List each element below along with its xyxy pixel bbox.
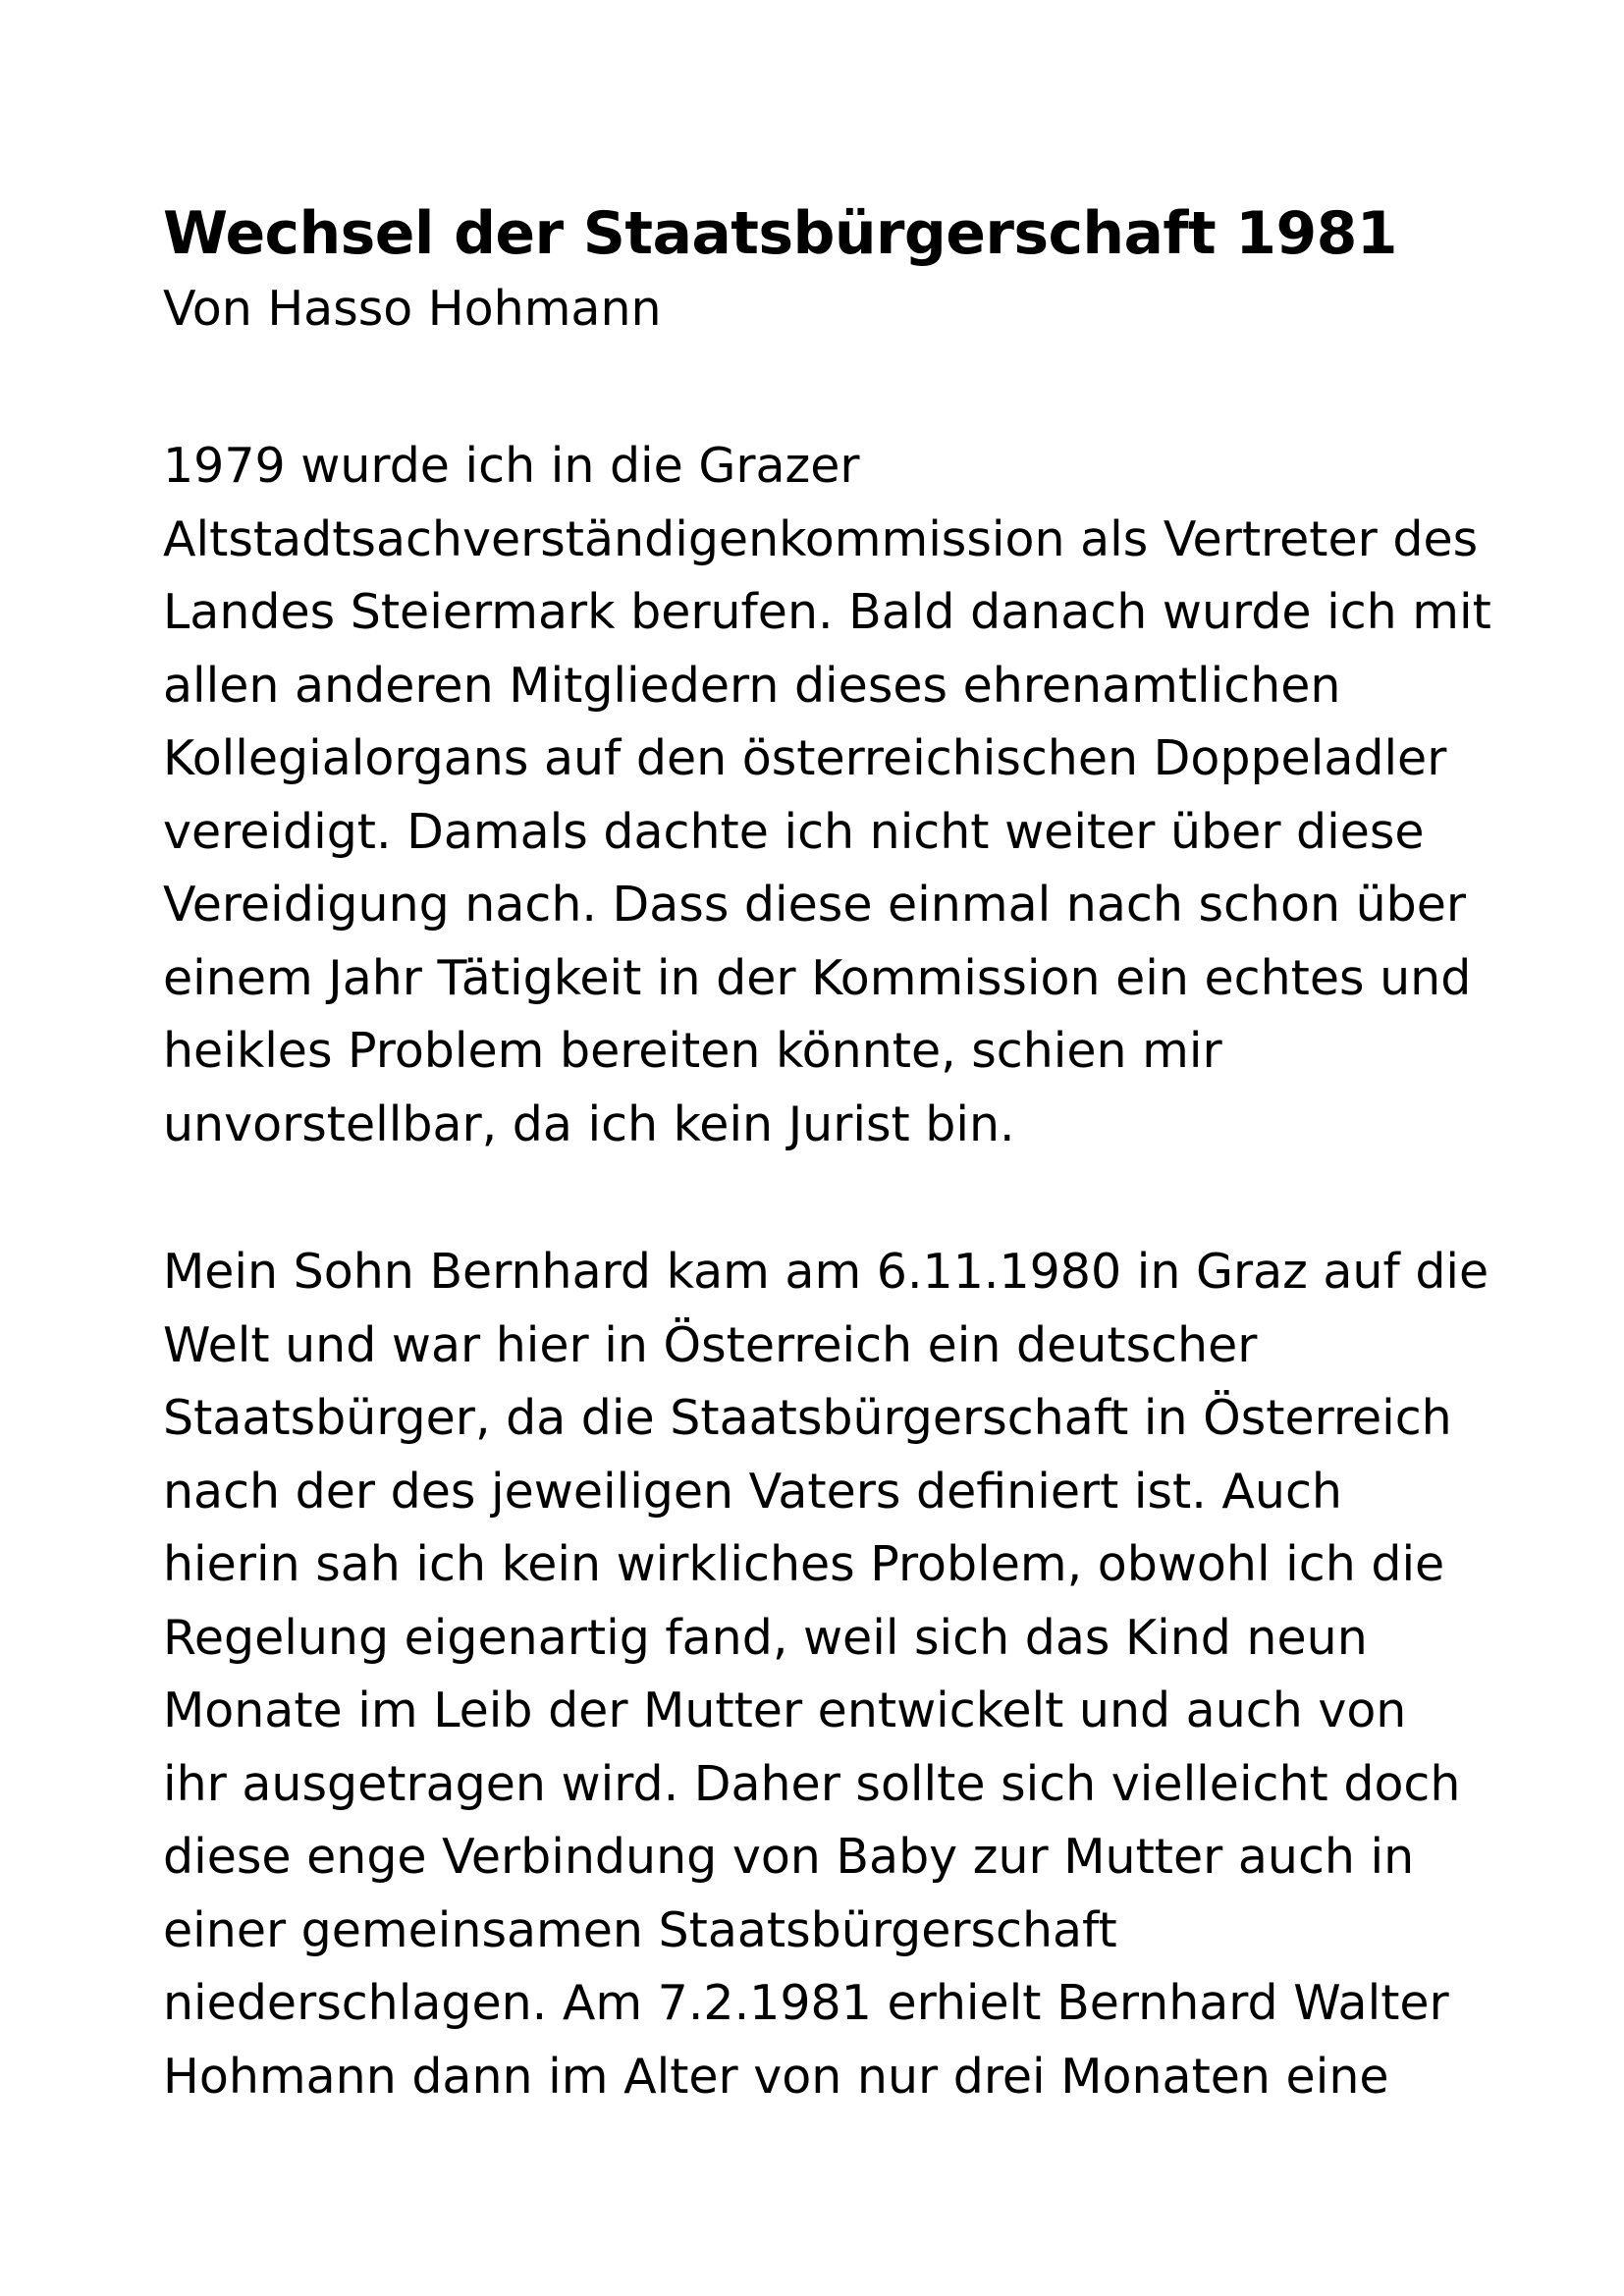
text-line: unvorstellbar, da ich kein Jurist bin. <box>163 1095 1015 1152</box>
text-line: Altstadtsachverständigenkommission als Vertreter des <box>163 510 1479 567</box>
document-title: Wechsel der Staatsbürgerschaft 1981 <box>163 199 1397 268</box>
text-line: Staatsbürger, da die Staatsbürgerschaft in Österreich <box>163 1390 1452 1446</box>
text-line: 1979 wurde ich in die Grazer <box>163 438 860 494</box>
text-line: vereidigt. Damals dachte ich nicht weiter über diese <box>163 803 1425 860</box>
paragraph-1 <box>163 430 1538 1161</box>
text-line: einer gemeinsamen Staatsbürgerschaft <box>163 1901 1117 1958</box>
text-line: niederschlagen. Am 7.2.1981 erhielt Bernhard Walter <box>163 1975 1449 2031</box>
text-line: Hohmann dann im Alter von nur drei Monaten eine <box>163 2048 1389 2105</box>
text-line: Monate im Leib der Mutter entwickelt und auch von <box>163 1682 1407 1738</box>
text-line: Vereidigung nach. Dass diese einmal nach schon über <box>163 877 1467 933</box>
text-line: nach der des jeweiligen Vaters definiert ist. Auch <box>163 1463 1342 1520</box>
text-line: allen anderen Mitgliedern dieses ehrenamtlichen <box>163 657 1341 714</box>
text-line: Welt und war hier in Österreich ein deutscher <box>163 1316 1258 1373</box>
text-line: hierin sah ich kein wirkliches Problem, obwohl ich die <box>163 1536 1445 1592</box>
paragraph-2 <box>163 1236 1538 2113</box>
text-line: einem Jahr Tätigkeit in der Kommission ein echtes und <box>163 949 1472 1006</box>
document-body <box>163 194 1538 2113</box>
text-line: heikles Problem bereiten könnte, schien mir <box>163 1023 1222 1079</box>
text-line: Mein Sohn Bernhard kam am 6.11.1980 in Graz auf die <box>163 1244 1489 1300</box>
text-line: diese enge Verbindung von Baby zur Mutter auch in <box>163 1829 1415 1885</box>
text-line: Kollegialorgans auf den österreichischen Doppeladler <box>163 730 1447 786</box>
text-line: ihr ausgetragen wird. Daher sollte sich vielleicht doch <box>163 1755 1461 1812</box>
document-author: Von Hasso Hohmann <box>163 281 662 337</box>
text-line: Landes Steiermark berufen. Bald danach wurde ich mit <box>163 584 1491 640</box>
text-line: Regelung eigenartig fand, weil sich das Kind neun <box>163 1609 1368 1666</box>
